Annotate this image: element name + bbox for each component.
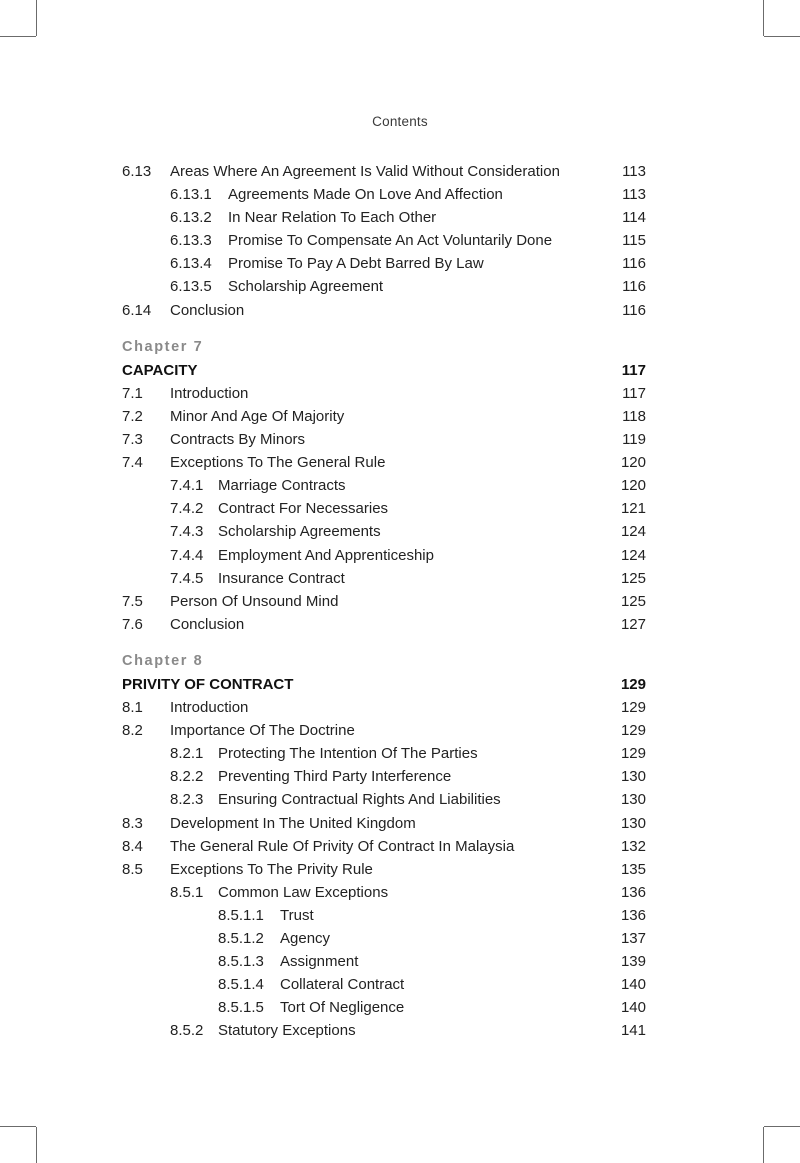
page-number: 124	[620, 546, 646, 564]
section-title: Preventing Third Party Interference	[218, 768, 452, 786]
section-number: 8.2	[122, 722, 143, 740]
section-number: 8.1	[122, 699, 143, 717]
page-number: 140	[620, 976, 646, 994]
toc-entry[interactable]	[122, 696, 646, 719]
section-title: Insurance Contract	[218, 569, 345, 587]
section-title: Development In The United Kingdom	[170, 814, 416, 832]
section-number: 6.13.3	[170, 232, 212, 250]
toc-entry[interactable]	[122, 996, 646, 1019]
toc-entry[interactable]	[122, 382, 646, 405]
toc-entry[interactable]	[122, 812, 646, 835]
chapter-page-number: 117	[621, 361, 646, 379]
section-title: Conclusion	[170, 301, 245, 319]
page-number: 120	[620, 454, 646, 472]
toc-entry[interactable]	[122, 497, 646, 520]
toc-entry[interactable]	[122, 973, 646, 996]
toc-entry[interactable]	[122, 567, 646, 590]
section-title: Promise To Compensate An Act Voluntarily Done	[228, 232, 553, 250]
section-number: 6.13.4	[170, 255, 212, 273]
page-number: 114	[622, 209, 646, 227]
section-title: Scholarship Agreement	[228, 278, 384, 296]
page-number: 130	[620, 791, 646, 809]
chapter-label: Chapter 8	[122, 652, 204, 669]
section-number: 8.5.1.5	[218, 999, 264, 1017]
page-number: 137	[620, 930, 646, 947]
section-number: 7.1	[122, 384, 143, 402]
section-title: Exceptions To The Privity Rule	[170, 860, 373, 878]
page-number: 119	[622, 431, 646, 449]
page-number: 117	[622, 384, 646, 402]
section-title: Introduction	[170, 699, 249, 717]
page-number: 135	[620, 860, 646, 878]
page-number: 113	[622, 163, 646, 180]
section-number: 8.5.1	[170, 883, 204, 901]
section-title: Exceptions To The General Rule	[170, 454, 386, 472]
page-number: 116	[622, 278, 646, 296]
page-number: 125	[620, 569, 646, 587]
toc-entry[interactable]	[122, 742, 646, 765]
toc-entry[interactable]	[122, 613, 646, 636]
toc-entry[interactable]	[122, 765, 646, 788]
section-number: 8.5.1.4	[218, 976, 264, 994]
toc-entry[interactable]	[122, 474, 646, 497]
section-title: Common Law Exceptions	[218, 883, 389, 901]
section-number: 6.13.2	[170, 209, 212, 227]
page-number: 124	[620, 523, 646, 541]
toc-entry[interactable]	[122, 405, 646, 428]
toc-entry[interactable]	[122, 835, 646, 858]
toc-entry[interactable]	[122, 1019, 646, 1042]
page-number: 132	[620, 837, 646, 855]
section-number: 7.4.4	[170, 546, 204, 564]
section-number: 6.13	[122, 163, 152, 180]
section-number: 6.13.5	[170, 278, 212, 296]
page-number: 113	[622, 186, 646, 204]
section-title: Introduction	[170, 384, 249, 402]
section-title: Importance Of The Doctrine	[170, 722, 355, 740]
section-number: 8.5.1.3	[218, 953, 264, 971]
section-title: Assignment	[280, 953, 359, 971]
section-title: Tort Of Negligence	[280, 999, 405, 1017]
chapter-title: PRIVITY OF CONTRACT	[122, 675, 294, 693]
chapter-title: CAPACITY	[122, 361, 198, 379]
page-number: 139	[620, 953, 646, 971]
section-number: 7.2	[122, 407, 143, 425]
section-title: Contract For Necessaries	[218, 500, 389, 518]
page-number: 115	[622, 232, 646, 250]
section-number: 8.4	[122, 837, 143, 855]
page-number: 130	[620, 768, 646, 786]
crop-mark-bottom-left	[0, 1126, 36, 1127]
section-number: 7.5	[122, 592, 143, 610]
page-number: 140	[620, 999, 646, 1017]
section-number: 8.5.1.1	[218, 906, 264, 924]
page-number: 136	[620, 906, 646, 924]
section-number: 6.13.1	[170, 186, 212, 204]
page-number: 130	[620, 814, 646, 832]
toc-entry[interactable]	[122, 299, 646, 322]
page-number: 121	[620, 500, 646, 518]
section-title: Marriage Contracts	[218, 477, 346, 495]
crop-mark-top-right	[764, 36, 800, 37]
table-of-contents	[122, 160, 646, 1042]
page-number: 116	[622, 255, 646, 273]
section-title: Person Of Unsound Mind	[170, 592, 339, 610]
section-title: Contracts By Minors	[170, 431, 306, 449]
page-number: 125	[620, 592, 646, 610]
toc-entry[interactable]	[122, 275, 646, 298]
toc-entry[interactable]	[122, 520, 646, 543]
section-number: 7.4.5	[170, 569, 204, 587]
section-title: Scholarship Agreements	[218, 523, 381, 541]
chapter-heading[interactable]	[122, 673, 646, 696]
crop-mark-top-left	[36, 0, 37, 36]
toc-entry[interactable]	[122, 927, 646, 950]
page-number: 129	[620, 699, 646, 717]
section-title: Promise To Pay A Debt Barred By Law	[228, 255, 484, 273]
page-number: 136	[620, 883, 646, 901]
page-number: 141	[620, 1022, 646, 1040]
chapter-heading[interactable]	[122, 359, 646, 382]
section-number: 8.5.2	[170, 1022, 204, 1040]
toc-entry[interactable]	[122, 904, 646, 927]
section-title: Collateral Contract	[280, 976, 405, 994]
crop-mark-bottom-right	[763, 1127, 764, 1163]
section-number: 8.3	[122, 814, 143, 832]
crop-mark-bottom-left	[36, 1127, 37, 1163]
toc-entry[interactable]	[122, 950, 646, 973]
toc-entry[interactable]	[122, 788, 646, 811]
toc-entry[interactable]	[122, 451, 646, 474]
section-title: Employment And Apprenticeship	[218, 546, 434, 564]
page-number: 129	[620, 745, 646, 763]
chapter-page-number: 129	[620, 675, 646, 693]
chapter-spacer	[122, 322, 646, 336]
section-title: The General Rule Of Privity Of Contract In Malaysia	[170, 837, 515, 855]
section-number: 8.2.1	[170, 745, 204, 763]
section-title: Ensuring Contractual Rights And Liabilities	[218, 791, 501, 809]
section-number: 8.2.3	[170, 791, 204, 809]
section-number: 8.2.2	[170, 768, 204, 786]
toc-entry[interactable]	[122, 252, 646, 275]
section-number: 7.3	[122, 431, 143, 449]
running-head: Contents	[372, 114, 428, 129]
crop-mark-bottom-right	[764, 1126, 800, 1127]
toc-entry[interactable]	[122, 229, 646, 252]
toc-entry[interactable]	[122, 544, 646, 567]
section-number: 7.4.3	[170, 523, 204, 541]
section-number: 7.4.1	[170, 477, 204, 495]
crop-mark-top-left	[0, 36, 36, 37]
section-number: 6.14	[122, 301, 152, 319]
section-title: Conclusion	[170, 615, 245, 633]
page-number: 129	[620, 722, 646, 740]
section-title: Statutory Exceptions	[218, 1022, 356, 1040]
toc-entry[interactable]	[122, 719, 646, 742]
section-title: Agreements Made On Love And Affection	[228, 186, 503, 204]
toc-entry[interactable]	[122, 881, 646, 904]
section-number: 7.4	[122, 454, 143, 472]
section-number: 8.5	[122, 860, 143, 878]
section-number: 7.4.2	[170, 500, 204, 518]
toc-entry[interactable]	[122, 858, 646, 881]
toc-entry[interactable]	[122, 160, 646, 183]
toc-entry[interactable]	[122, 590, 646, 613]
section-title: Agency	[280, 930, 331, 947]
section-title: Areas Where An Agreement Is Valid Without Consideration	[170, 163, 560, 180]
crop-mark-top-right	[763, 0, 764, 36]
toc-entry[interactable]	[122, 206, 646, 229]
page-number: 127	[620, 615, 646, 633]
page-number: 118	[622, 407, 646, 425]
section-number: 7.6	[122, 615, 143, 633]
section-number: 8.5.1.2	[218, 930, 264, 947]
section-title: Protecting The Intention Of The Parties	[218, 745, 478, 763]
page-number: 120	[620, 477, 646, 495]
toc-entry[interactable]	[122, 428, 646, 451]
page-number: 116	[622, 301, 646, 319]
toc-entry[interactable]	[122, 183, 646, 206]
section-title: In Near Relation To Each Other	[228, 209, 437, 227]
section-title: Trust	[280, 906, 314, 924]
chapter-label: Chapter 7	[122, 338, 204, 355]
section-title: Minor And Age Of Majority	[170, 407, 345, 425]
chapter-spacer	[122, 636, 646, 650]
